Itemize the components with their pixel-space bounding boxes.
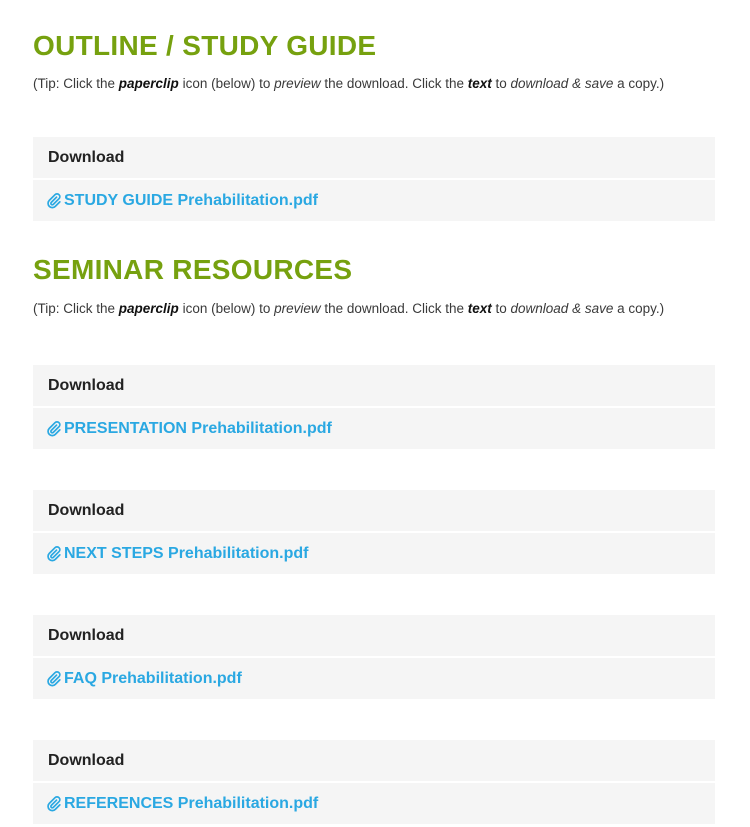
faq-download-block (33, 615, 715, 699)
download-header: Download (33, 490, 715, 531)
next-steps-download-link[interactable] (47, 545, 308, 563)
paperclip-icon[interactable] (47, 421, 61, 437)
paperclip-icon[interactable] (47, 671, 61, 687)
references-download-block (33, 740, 715, 824)
file-name[interactable]: PRESENTATION Prehabilitation.pdf (64, 419, 332, 437)
outline-tip: (Tip: Click the paperclip icon (below) to preview the download. Click the text to download & save a copy.) (33, 76, 665, 91)
study-guide-download-link[interactable] (47, 192, 318, 210)
seminar-title: SEMINAR RESOURCES (33, 254, 353, 285)
file-name[interactable]: NEXT STEPS Prehabilitation.pdf (64, 544, 309, 562)
download-header: Download (33, 137, 715, 178)
download-row (33, 533, 715, 574)
download-header: Download (33, 615, 715, 656)
download-header: Download (33, 740, 715, 781)
study-guide-download-block (33, 137, 715, 221)
file-name[interactable]: FAQ Prehabilitation.pdf (64, 669, 242, 687)
download-row (33, 180, 715, 221)
next-steps-download-block (33, 490, 715, 574)
paperclip-icon[interactable] (47, 546, 61, 562)
paperclip-icon[interactable] (47, 796, 61, 812)
outline-title: OUTLINE / STUDY GUIDE (33, 30, 377, 61)
download-row (33, 783, 715, 824)
references-download-link[interactable] (47, 795, 318, 813)
paperclip-icon[interactable] (47, 193, 61, 209)
file-name[interactable]: STUDY GUIDE Prehabilitation.pdf (64, 191, 318, 209)
file-name[interactable]: REFERENCES Prehabilitation.pdf (64, 794, 319, 812)
faq-download-link[interactable] (47, 670, 242, 688)
seminar-tip: (Tip: Click the paperclip icon (below) to preview the download. Click the text to download & save a copy.) (33, 301, 665, 316)
download-header: Download (33, 365, 715, 406)
download-row (33, 658, 715, 699)
presentation-download-block (33, 365, 715, 449)
presentation-download-link[interactable] (47, 420, 332, 438)
download-row (33, 408, 715, 449)
